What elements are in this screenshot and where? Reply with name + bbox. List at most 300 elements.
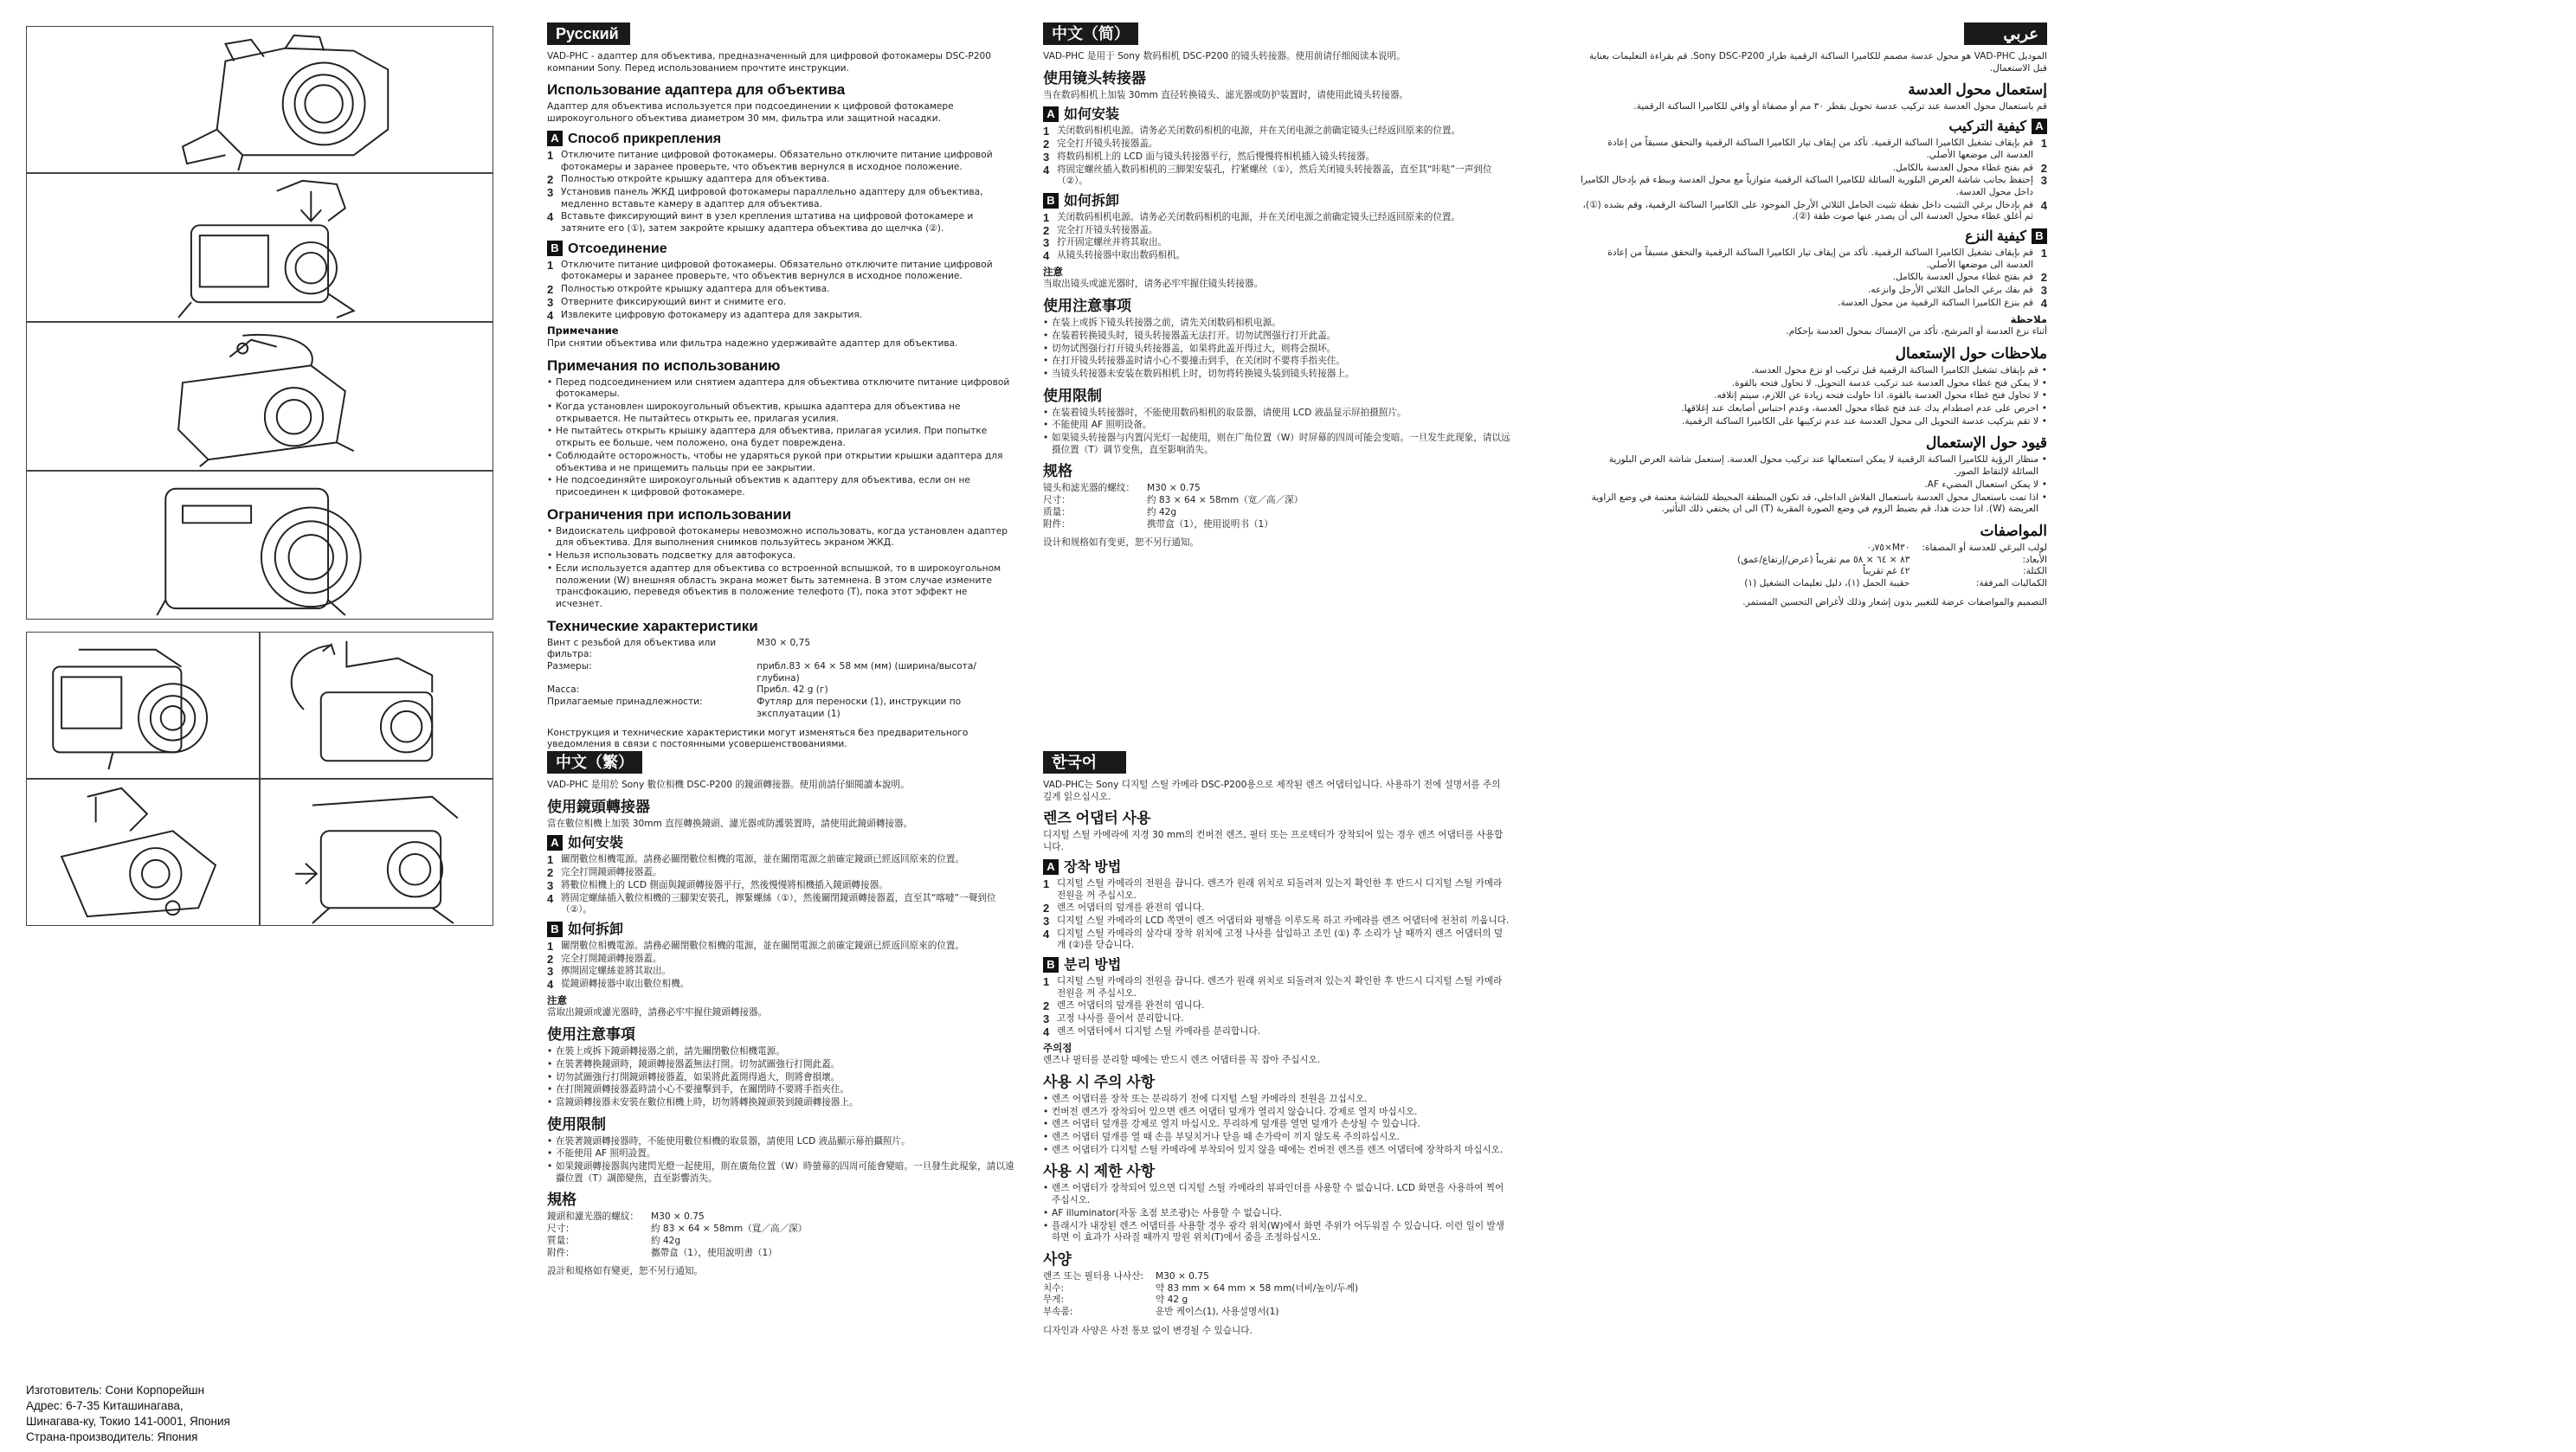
- step-text: 将数码相机上的 LCD 面与镜头转接器平行，然后慢慢将相机插入镜头转接器。: [1057, 151, 1375, 162]
- bullet-item: • 플래시가 내장된 렌즈 어댑터를 사용할 경우 광각 위치(W)에서 화면 주위가 어두워질 수 있습니다. 이런 일이 발생하면 이 효과가 사라질 때까지 망원 위치(T)에서 줌을 조정하십시오.: [1043, 1221, 1510, 1244]
- step-item: [1580, 285, 2047, 297]
- section-heading-specs: 사양: [1043, 1250, 1072, 1268]
- use-text: Адаптер для объектива используется при подсоединении к цифровой фотокамере широкоугольного объектива диаметром 30 мм, фильтра или защитной насадки.: [547, 101, 954, 125]
- bullet-list: [547, 377, 1014, 499]
- step-text: 將固定螺絲插入數位相機的三腳架安裝孔，擰緊螺絲（①），然後關閉鏡頭轉接器蓋，直至其“喀噠”一聲到位（②）。: [561, 892, 996, 916]
- step-text: 将固定螺丝插入数码相机的三脚架安装孔，拧紧螺丝（①），然后关闭镜头转接器盖，直至其“咔哒”一声到位（②）。: [1057, 164, 1492, 187]
- section-heading-limits: قيود حول الإستعمال: [1925, 434, 2047, 452]
- step-number: 3: [1043, 1012, 1050, 1026]
- spec-value: 攜帶盒（1），使用說明書（1）: [650, 1247, 777, 1258]
- step-item: [1580, 298, 2047, 310]
- spec-key: 附件：: [547, 1247, 575, 1258]
- step-item: [1043, 1000, 1510, 1012]
- procedure-title: كيفية النزع: [1965, 229, 2026, 245]
- step-number: 4: [1043, 249, 1050, 263]
- bullet-item: • 在裝著鏡頭轉接器時，不能使用數位相機的取景器，請使用 LCD 液晶顯示幕拍攝照片。: [547, 1136, 1014, 1148]
- step-item: [1580, 247, 2047, 271]
- spec-row: [1043, 1283, 1358, 1295]
- bullet-item: • اذا تمت باستعمال محول العدسة باستعمال الفلاش الداخلي، قد تكون المنطقة المحيطة للشاشة معتمة في وضع الزاوية العريضة (W). اذا حدث هذا، قم بضبط الزوم في وضع الصورة المقربة (T) الى ان يختفي ذلك التأثير.: [1580, 492, 2047, 516]
- footer-note: Конструкция и технические характеристики могут изменяться без предварительного уведомления в связи с постоянными усовершенствованиями.: [547, 727, 969, 750]
- spec-key: الأبعاد:: [2022, 554, 2047, 565]
- spec-value: M٣٠×٠٫٧٥: [1866, 542, 1910, 553]
- spec-row: [1737, 555, 2047, 567]
- step-number: 4: [547, 210, 554, 224]
- bullet-item: • 如果鏡頭轉接器與內建閃光燈一起使用，則在廣角位置（W）時螢幕的四周可能會變暗。一旦發生此現象，請以遠攝位置（T）調節變焦，直至影響消失。: [547, 1161, 1014, 1185]
- use-text: 当在数码相机上加装 30mm 直径转换镜头、滤光器或防护装置时，请使用此镜头转接器。: [1043, 89, 1409, 100]
- step-text: Отключите питание цифровой фотокамеры. Обязательно отключите питание цифровой фотокамеры и заранее проверьте, что объектив вернулся в исходное положение.: [561, 259, 993, 282]
- procedure-heading: [1043, 859, 1510, 877]
- step-item: [1043, 916, 1510, 928]
- footer-note: التصميم والمواصفات عرضة للتغيير بدون إشعار وذلك لأغراض التحسين المستمر.: [1742, 596, 2047, 607]
- procedure-heading: [1580, 228, 2047, 246]
- section-heading-limits: 使用限制: [1043, 387, 1102, 404]
- spec-key: الكماليات المرفقة:: [1975, 578, 2047, 589]
- step-item: [1043, 237, 1510, 249]
- step-item: [1043, 225, 1510, 237]
- step-letter-badge: B: [547, 241, 563, 256]
- step-item: [1043, 250, 1510, 262]
- step-item: [547, 880, 1014, 892]
- section-chinese-simplified: [1043, 22, 1510, 552]
- procedure-title: 如何安装: [1064, 107, 1120, 123]
- procedure-heading: [1043, 193, 1510, 210]
- note-heading: 注意: [1043, 265, 1063, 278]
- procedure-title: 분리 방법: [1064, 958, 1122, 973]
- procedure-title: 如何安裝: [568, 836, 624, 851]
- step-number: 3: [1043, 914, 1050, 928]
- step-item: [1043, 125, 1510, 138]
- note-heading: 注意: [547, 993, 567, 1006]
- intro-text: VAD-PHC - адаптер для объектива, предназначенный для цифровой фотокамеры DSC-P200 компании Sony. Перед использованием прочтите инструкции.: [547, 51, 992, 74]
- spec-row: [1043, 495, 1303, 507]
- step-letter-badge: B: [547, 922, 563, 937]
- bullet-item: • احرص على عدم اصطدام يدك عند فتح غطاء محول العدسة، وعدم احتباس أصابعك عند إغلاقها.: [1580, 403, 2047, 415]
- section-heading-use: 렌즈 어댑터 사용: [1043, 810, 1151, 827]
- bullet-item: • 當鏡頭轉接器未安裝在數位相機上時，切勿將轉換鏡頭裝到鏡頭轉接器上。: [547, 1097, 1014, 1109]
- step-item: [547, 211, 1014, 235]
- step-item: [1580, 163, 2047, 175]
- spec-key: 质量：: [1043, 506, 1071, 517]
- step-number: 2: [1043, 138, 1050, 151]
- bullet-item: • Не пытайтесь открыть крышку адаптера для объектива, прилагая усилия. При попытке открыть ее больше, чем положено, она будет повреждена.: [547, 426, 1014, 449]
- manufacturer-line: Изготовитель: Сони Корпорейшн: [26, 1384, 205, 1397]
- bullet-item: • Если используется адаптер для объектива со встроенной вспышкой, то в широкоугольном положении (W) внешняя область экрана может быть затемнена. В этом случае измените трансфокацию, переведя объектив в положение телефото (T), пока этот эффект не исчезнет.: [547, 563, 1014, 611]
- step-text: قم بإدخال برغي التثبيت داخل نقطة تثبيت الحامل الثلاثي الأرجل الموجود على الكاميرا الساكنة الرقمية، وقم بشده (①)، ثم أغلق غطاء محول العدسة الى أن يصدر عنها صوت طقة (②).: [1582, 199, 2033, 222]
- step-number: 1: [547, 148, 554, 162]
- bullet-item: • 렌즈 어댑터가 장착되어 있으면 디지털 스틸 카메라의 뷰파인더를 사용할 수 없습니다. LCD 화면을 사용하여 찍어 주십시오.: [1043, 1183, 1510, 1206]
- bullet-list: [547, 1136, 1014, 1185]
- step-text: Отверните фиксирующий винт и снимите его.: [561, 296, 787, 307]
- step-letter-badge: A: [1043, 859, 1059, 875]
- spec-row: [1043, 483, 1303, 495]
- step-text: 完全打開鏡頭轉接器蓋。: [561, 953, 662, 964]
- step-item: [547, 867, 1014, 879]
- step-list: [547, 854, 1014, 916]
- section-heading-specs: 規格: [547, 1192, 576, 1209]
- bullet-item: • Соблюдайте осторожность, чтобы не ударяться рукой при открытии крышки адаптера для объектива и не прищемить пальцы при ее закрытии.: [547, 451, 1014, 474]
- step-item: [1043, 976, 1510, 999]
- bullet-item: • Не подсоединяйте широкоугольный объектив к адаптеру для объектива, если он не присоединен к цифровой фотокамере.: [547, 475, 1014, 498]
- spec-row: [547, 1236, 807, 1248]
- step-number: 2: [2040, 161, 2047, 175]
- specs-table: [1043, 1271, 1358, 1319]
- step-number: 4: [1043, 1025, 1050, 1038]
- spec-value: 約 83 × 64 × 58mm（寬／高／深）: [650, 1224, 808, 1235]
- spec-value: 约 42g: [1146, 506, 1177, 517]
- language-label: 한국어: [1043, 751, 1126, 774]
- intro-text: VAD-PHC 是用于 Sony 数码相机 DSC-P200 的镜头转接器。使用前请仔细阅读本说明。: [1043, 51, 1406, 61]
- procedure-title: كيفية التركيب: [1948, 119, 2026, 135]
- bullet-item: • لا تقم بتركيب عدسة التحويل الى محول العدسة عند عدم تركيبها على الكاميرا الساكنة الرقمية.: [1580, 416, 2047, 428]
- step-item: [547, 954, 1014, 966]
- bullet-item: • 렌즈 어댑터를 장착 또는 분리하기 전에 디지털 스틸 카메라의 전원을 끄십시오.: [1043, 1094, 1510, 1106]
- step-item: [1043, 928, 1510, 952]
- step-text: Полностью откройте крышку адаптера для объектива.: [561, 284, 830, 295]
- step-list: [547, 260, 1014, 322]
- spec-value: M30 × 0.75: [650, 1211, 705, 1223]
- language-label: عربي: [1964, 22, 2047, 45]
- procedure-title: 장착 방법: [1064, 859, 1122, 875]
- procedure-title: 如何拆卸: [1064, 193, 1120, 209]
- spec-key: لولب البرغي للعدسة أو المصفاة:: [1922, 542, 2047, 553]
- footer-note: 디자인과 사양은 사전 통보 없이 변경될 수 있습니다.: [1043, 1325, 1253, 1336]
- step-item: [1043, 138, 1510, 151]
- language-label: Русский: [547, 22, 630, 45]
- country-line: Страна-производитель: Япония: [26, 1430, 198, 1443]
- spec-key: 치수:: [1043, 1282, 1065, 1294]
- bullet-item: • 在裝著轉換鏡頭時，鏡頭轉接器蓋無法打開。切勿試圖強行打開此蓋。: [547, 1059, 1014, 1071]
- step-number: 1: [1043, 210, 1050, 224]
- step-text: Вставьте фиксирующий винт в узел крепления штатива на цифровой фотокамере и затяните его (①), затем закройте крышку адаптера объектива до щелчка (②).: [561, 211, 974, 235]
- bullet-item: • 切勿试图强行打开镜头转接器盖，如果将此盖开得过大，则将会损坏。: [1043, 344, 1510, 356]
- step-item: [1043, 1026, 1510, 1038]
- step-item: [547, 893, 1014, 916]
- bullet-item: • 当镜头转接器未安装在数码相机上时，切勿将转换镜头装到镜头转接器上。: [1043, 369, 1510, 381]
- bullet-list: [1043, 1094, 1510, 1157]
- step-item: [1580, 175, 2047, 198]
- spec-row: [547, 1211, 807, 1224]
- spec-row: [547, 684, 1014, 697]
- section-heading-use: 使用镜头转接器: [1043, 69, 1146, 87]
- step-number: 3: [547, 878, 554, 892]
- step-text: 擰開固定螺絲並將其取出。: [561, 966, 672, 977]
- use-text: 當在數位相機上加裝 30mm 直徑轉換鏡頭、濾光器或防護裝置時，請使用此鏡頭轉接器。: [547, 818, 913, 829]
- step-text: 完全打开镜头转接器盖。: [1057, 138, 1158, 150]
- spec-value: M30 × 0,75: [757, 637, 811, 648]
- step-letter-badge: A: [547, 131, 563, 146]
- bullet-item: • 切勿試圖強行打開鏡頭轉接器蓋，如果將此蓋開得過大，則將會損壞。: [547, 1072, 1014, 1084]
- intro-text: VAD-PHC는 Sony 디지털 스틸 카메라 DSC-P200용으로 제작된 렌즈 어댑터입니다. 사용하기 전에 설명서를 주의 깊게 읽으십시오.: [1043, 780, 1501, 802]
- step-text: Установив панель ЖКД цифровой фотокамеры параллельно адаптеру для объектива, медленно вставьте камеру в адаптер для объектива.: [561, 186, 983, 209]
- bullet-item: • Перед подсоединением или снятием адаптера для объектива отключите питание цифровой фотокамеры.: [547, 377, 1014, 401]
- step-list: [547, 150, 1014, 235]
- spec-value: 운반 케이스(1), 사용설명서(1): [1156, 1307, 1279, 1318]
- spec-value: Футляр для переноски (1), инструкции по эксплуатации (1): [757, 697, 962, 719]
- step-item: [547, 150, 1014, 173]
- step-number: 1: [2040, 247, 2047, 260]
- step-number: 3: [2040, 284, 2047, 298]
- spec-key: الكتلة:: [2023, 566, 2047, 577]
- step-letter-badge: B: [1043, 957, 1059, 973]
- step-item: [547, 941, 1014, 953]
- step-item: [1580, 138, 2047, 161]
- step-number: 3: [547, 295, 554, 309]
- bullet-item: • قم بإيقاف تشغيل الكاميرا الساكنة الرقمية قبل تركيب او نزع محول العدسة.: [1580, 365, 2047, 377]
- spec-value: 약 42 g: [1156, 1295, 1188, 1306]
- spec-key: Прилагаемые принадлежности:: [547, 697, 703, 708]
- address-line: Адрес: 6-7-35 Киташинагава,: [26, 1399, 184, 1412]
- use-text: 디지털 스틸 카메라에 지경 30 mm의 컨버전 렌즈, 필터 또는 프로텍터가 장착되어 있는 경우 렌즈 어댑터를 사용합니다.: [1043, 830, 1504, 853]
- step-text: قم بفتح غطاء محول العدسة بالكامل.: [1892, 272, 2033, 283]
- step-item: [547, 284, 1014, 296]
- step-item: [1580, 272, 2047, 284]
- bullet-list: [1043, 1183, 1510, 1244]
- procedure-heading: [547, 241, 1014, 258]
- step-number: 2: [547, 866, 554, 880]
- bullet-list: [1043, 408, 1510, 457]
- step-text: Отключите питание цифровой фотокамеры. Обязательно отключите питание цифровой фотокамеры и заранее проверьте, что объектив вернулся в исходное положение.: [561, 149, 993, 172]
- step-number: 2: [1043, 902, 1050, 916]
- step-list: [1043, 125, 1510, 188]
- step-number: 4: [547, 978, 554, 992]
- note-heading: 주의점: [1043, 1041, 1072, 1054]
- step-list: [1580, 138, 2047, 223]
- step-text: 拧开固定螺丝并将其取出。: [1057, 237, 1168, 248]
- bullet-list: [547, 526, 1014, 611]
- step-number: 1: [547, 258, 554, 272]
- illustration-b-detach-3: [26, 779, 260, 926]
- spec-row: [1043, 1307, 1358, 1319]
- step-item: [1043, 212, 1510, 224]
- spec-key: 質量：: [547, 1235, 575, 1246]
- specs-table: [547, 1211, 807, 1259]
- step-item: [1043, 164, 1510, 188]
- step-item: [547, 310, 1014, 322]
- spec-row: [547, 638, 1014, 661]
- step-letter-badge: A: [1043, 106, 1059, 122]
- spec-key: 附件：: [1043, 518, 1071, 530]
- spec-value: прибл.83 × 64 × 58 мм (мм) (ширина/высота/глубина): [757, 661, 976, 684]
- spec-row: [1737, 578, 2047, 590]
- step-text: قم بفتح غطاء محول العدسة بالكامل.: [1892, 162, 2033, 173]
- spec-key: 尺寸：: [547, 1224, 575, 1235]
- bullet-list: [1580, 454, 2047, 516]
- note-text: При снятии объектива или фильтра надежно удерживайте адаптер для объектива.: [547, 337, 958, 349]
- step-number: 1: [1043, 877, 1050, 890]
- intro-text: VAD-PHC 是用於 Sony 數位相機 DSC-P200 的鏡頭轉接器。使用前請仔細閱讀本說明。: [547, 780, 910, 790]
- step-number: 1: [547, 853, 554, 867]
- spec-value: M30 × 0.75: [1156, 1270, 1209, 1282]
- step-text: 디지털 스틸 카메라의 전원을 끕니다. 렌즈가 원래 위치로 되돌려져 있는지 확인한 후 반드시 디지털 스틸 카메라 전원을 꺼 주십시오.: [1057, 877, 1503, 901]
- step-item: [547, 966, 1014, 978]
- step-text: إحتفظ بجانب شاشة العرض البلورية السائلة للكاميرا الساكنة الرقمية متوازياً مع محول العدسة وببطء قم بإدخال الكاميرا داخل محول العدسة.: [1580, 175, 2033, 197]
- spec-value: 约 83 × 64 × 58mm（宽／高／深）: [1146, 495, 1304, 506]
- bullet-item: • 렌즈 어댑터 덮개를 열 때 손을 부딪치거나 닫을 때 손가락이 끼지 않도록 주의하십시오.: [1043, 1132, 1510, 1144]
- use-text: قم باستعمال محول العدسة عند تركيب عدسة تحويل بقطر ٣٠ مم أو مصفاة أو واقي للكاميرا الساكنة الرقمية.: [1633, 101, 2047, 112]
- step-number: 3: [1043, 236, 1050, 250]
- spec-key: 부속품:: [1043, 1307, 1073, 1318]
- section-heading-limits: 使用限制: [547, 1115, 606, 1133]
- procedure-heading: [547, 922, 1014, 939]
- note-text: 當取出鏡頭或濾光器時，請務必牢牢握住鏡頭轉接器。: [547, 1007, 768, 1018]
- spec-value: حقيبة الحمل (١)، دليل تعليمات التشغيل (١): [1744, 578, 1910, 589]
- bullet-list: [547, 1046, 1014, 1109]
- spec-row: [1043, 519, 1303, 531]
- step-item: [1580, 200, 2047, 223]
- procedure-title: 如何拆卸: [568, 922, 624, 937]
- step-item: [547, 979, 1014, 991]
- step-text: 關閉數位相機電源。請務必關閉數位相機的電源，並在關閉電源之前確定鏡頭已經返回原來的位置。: [561, 854, 965, 865]
- language-label: 中文（繁）: [547, 751, 642, 774]
- spec-value: Прибл. 42 g (г): [757, 684, 828, 696]
- step-item: [547, 854, 1014, 866]
- section-heading-use: Использование адаптера для объектива: [547, 81, 846, 99]
- bullet-item: • لا يمكن استعمال المضيء AF.: [1580, 479, 2047, 491]
- step-text: 完全打開鏡頭轉接器蓋。: [561, 867, 662, 878]
- note-text: 렌즈나 필터를 분리할 때에는 반드시 렌즈 어댑터를 꼭 잡아 주십시오.: [1043, 1055, 1321, 1066]
- section-heading-limits: Ограничения при использовании: [547, 505, 792, 523]
- intro-text: الموديل VAD-PHC هو محول عدسة مصمم للكاميرا الساكنة الرقمية طراز Sony DSC-P200. قم بقراءة التعليمات بعناية قبل الاستعمال.: [1588, 51, 2047, 74]
- step-number: 2: [1043, 223, 1050, 237]
- section-heading-notes: 使用注意事项: [1043, 298, 1131, 315]
- procedure-heading: [1580, 119, 2047, 136]
- spec-key: 鏡頭和濾光器的螺紋：: [547, 1211, 639, 1223]
- bullet-item: • 렌즈 어댑터가 디지털 스틸 카메라에 부착되어 있지 않을 때에는 컨버전 렌즈를 렌즈 어댑터에 장착하지 마십시오.: [1043, 1145, 1510, 1157]
- step-text: 完全打开镜头转接器盖。: [1057, 224, 1158, 235]
- illustration-attach-camera: [26, 322, 493, 471]
- bullet-item: • 在打开镜头转接器盖时请小心不要撞击到手，在关闭时不要将手指夹住。: [1043, 356, 1510, 368]
- step-number: 1: [1043, 125, 1050, 138]
- step-letter-badge: A: [547, 835, 563, 851]
- bullet-item: • Видоискатель цифровой фотокамеры невозможно использовать, когда установлен адаптер для объектива. Для выполнения снимков пользуйтесь экраном ЖКД.: [547, 526, 1014, 549]
- spec-key: Винт с резьбой для объектива или фильтра:: [547, 637, 717, 660]
- spec-value: 約 42g: [650, 1235, 681, 1246]
- step-number: 3: [2040, 174, 2047, 188]
- section-heading-notes: 사용 시 주의 사항: [1043, 1073, 1156, 1090]
- illustration-b-detach-4: [260, 779, 493, 926]
- bullet-item: • منظار الرؤية للكاميرا الساكنة الرقمية لا يمكن استعمالها عند تركيب محول العدسة. إستعمل شاشة العرض البلورية السائلة لإلتقاط الصور.: [1580, 454, 2047, 478]
- spec-row: [1043, 1295, 1358, 1307]
- step-text: قم بإيقاف تشغيل الكاميرا الساكنة الرقمية. تأكد من إيقاف تيار الكاميرا الساكنة الرقمية والتحقق مسبقاً من إعادة العدسة الى موضعها الأصلي.: [1607, 247, 2033, 270]
- bullet-list: [1580, 365, 2047, 428]
- step-item: [547, 297, 1014, 309]
- bullet-item: • 不能使用 AF 照明設置。: [547, 1148, 1014, 1160]
- section-heading-limits: 사용 시 제한 사항: [1043, 1163, 1156, 1180]
- spec-value: M30 × 0.75: [1146, 483, 1201, 494]
- step-text: 렌즈 어댑터에서 디지털 스틸 카메라를 분리합니다.: [1057, 1025, 1261, 1037]
- section-chinese-traditional: [547, 751, 1014, 1281]
- section-russian: [547, 22, 1014, 754]
- section-arabic: [1580, 22, 2047, 612]
- bullet-item: • AF illuminator(자동 초점 보조광)는 사용할 수 없습니다.: [1043, 1208, 1510, 1220]
- section-heading-specs: 规格: [1043, 463, 1072, 480]
- step-number: 4: [1043, 927, 1050, 941]
- spec-row: [547, 661, 1014, 684]
- step-number: 4: [547, 308, 554, 322]
- bullet-item: • 在装上或拆下镜头转接器之前，请先关闭数码相机电源。: [1043, 318, 1510, 330]
- step-number: 2: [1043, 999, 1050, 1013]
- procedure-heading: [547, 835, 1014, 852]
- bullet-item: • 如果镜头转接器与内置闪光灯一起使用，则在广角位置（W）时屏幕的四周可能会变暗。一旦发生此现象，请以远摄位置（T）调节变焦，直至影响消失。: [1043, 433, 1510, 456]
- spec-value: 携带盒（1），使用说明书（1）: [1146, 518, 1273, 530]
- illustration-lens-front: [26, 471, 493, 620]
- step-text: 디지털 스틸 카메라의 LCD 쪽면이 렌즈 어댑터와 평행을 이루도록 하고 카메라를 렌즈 어댑터에 천천히 끼웁니다.: [1057, 915, 1510, 926]
- step-number: 2: [547, 952, 554, 966]
- step-text: 렌즈 어댑터의 덮개를 완전히 엽니다.: [1057, 903, 1205, 914]
- illustration-adapter-open: [26, 26, 493, 173]
- step-text: 將數位相機上的 LCD 側面與鏡頭轉接器平行，然後慢慢將相機插入鏡頭轉接器。: [561, 879, 888, 890]
- step-item: [1043, 151, 1510, 164]
- step-letter-badge: A: [2032, 119, 2047, 134]
- spec-value: 약 83 mm × 64 mm × 58 mm(너비/높이/두께): [1156, 1282, 1359, 1294]
- section-heading-notes: Примечания по использованию: [547, 357, 781, 374]
- step-number: 2: [2040, 271, 2047, 285]
- step-item: [547, 187, 1014, 210]
- step-item: [547, 174, 1014, 186]
- spec-key: 무게:: [1043, 1295, 1065, 1306]
- bullet-item: • 在装着转换镜头时，镜头转接器盖无法打开。切勿试图强行打开此盖。: [1043, 331, 1510, 343]
- section-korean: [1043, 751, 1510, 1340]
- step-number: 4: [2040, 198, 2047, 212]
- section-heading-specs: Технические характеристики: [547, 617, 758, 634]
- specs-table: [1737, 543, 2047, 590]
- step-text: 렌즈 어댑터의 덮개를 완전히 엽니다.: [1057, 1000, 1205, 1012]
- note-heading: Примечание: [547, 324, 619, 337]
- manufacturer-info: [26, 1383, 230, 1445]
- section-heading-use: 使用鏡頭轉接器: [547, 798, 650, 815]
- step-number: 1: [547, 939, 554, 953]
- spec-key: 镜头和滤光器的螺纹：: [1043, 483, 1135, 494]
- step-text: 디지털 스틸 카메라의 삼각대 장착 위치에 고정 나사를 삽입하고 조인 (①) 후 소리가 날 때까지 렌즈 어댑터의 덮개 (②)를 닫습니다.: [1057, 928, 1504, 951]
- step-text: 关闭数码相机电源。请务必关闭数码相机的电源，并在关闭电源之前确定镜头已经返回原来的位置。: [1057, 211, 1461, 222]
- bullet-list: [1043, 318, 1510, 381]
- spec-row: [1043, 1271, 1358, 1283]
- procedure-heading: [1043, 957, 1510, 974]
- step-list: [1043, 976, 1510, 1038]
- bullet-item: • 렌즈 어댑터 덮개를 강제로 열지 마십시오. 무리하게 덮개를 열면 덮개가 손상될 수 있습니다.: [1043, 1119, 1510, 1131]
- procedure-heading: [547, 131, 1014, 148]
- step-list: [1043, 878, 1510, 952]
- step-number: 1: [2040, 137, 2047, 151]
- footer-note: 設計和規格如有變更，恕不另行通知。: [547, 1266, 704, 1277]
- spec-row: [547, 1224, 807, 1236]
- note-text: 当取出镜头或滤光器时，请务必牢牢握住镜头转接器。: [1043, 279, 1264, 290]
- spec-key: Масса:: [547, 684, 580, 696]
- step-list: [1580, 247, 2047, 310]
- bullet-item: • لا تحاول فتح غطاء محول العدسة بالقوة. اذا حاولت فتحه زيادة عن اللازم، سيتم إتلافه.: [1580, 390, 2047, 402]
- illustration-b-detach-2: [260, 632, 493, 779]
- spec-row: [1737, 543, 2047, 555]
- step-text: قم بفك برغي الحامل الثلاثي الأرجل وانزعه.: [1867, 285, 2033, 296]
- step-text: 从镜头转接器中取出数码相机。: [1057, 250, 1186, 261]
- note-heading: ملاحظة: [2010, 312, 2047, 325]
- note-text: أثناء نزع العدسة أو المرشح، تأكد من الإمساك بمحول العدسة بإحكام.: [1786, 326, 2047, 337]
- footer-note: 设计和规格如有变更，恕不另行通知。: [1043, 537, 1200, 549]
- step-text: 디지털 스틸 카메라의 전원을 끕니다. 렌즈가 원래 위치로 되돌려져 있는지 확인한 후 반드시 디지털 스틸 카메라 전원을 꺼 주십시오.: [1057, 976, 1503, 999]
- language-label: 中文（简）: [1043, 22, 1138, 45]
- bullet-item: • 在装着镜头转接器时，不能使用数码相机的取景器，请使用 LCD 液晶显示屏拍摄照片。: [1043, 408, 1510, 420]
- bullet-item: • Нельзя использовать подсветку для автофокуса.: [547, 550, 1014, 562]
- bullet-item: • 不能使用 AF 照明设备。: [1043, 420, 1510, 432]
- step-item: [1043, 1013, 1510, 1025]
- step-number: 4: [2040, 296, 2047, 310]
- step-item: [1043, 903, 1510, 915]
- spec-key: 尺寸：: [1043, 495, 1071, 506]
- bullet-item: • 컨버전 렌즈가 장착되어 있으면 렌즈 어댑터 덮개가 열리지 않습니다. 강제로 열지 마십시오.: [1043, 1107, 1510, 1119]
- section-heading-specs: المواصفات: [1980, 522, 2047, 539]
- step-item: [547, 260, 1014, 283]
- bullet-item: • Когда установлен широкоугольный объектив, крышка адаптера для объектива не открывается. Не пытайтесь открыть ее, прилагая усилия.: [547, 402, 1014, 425]
